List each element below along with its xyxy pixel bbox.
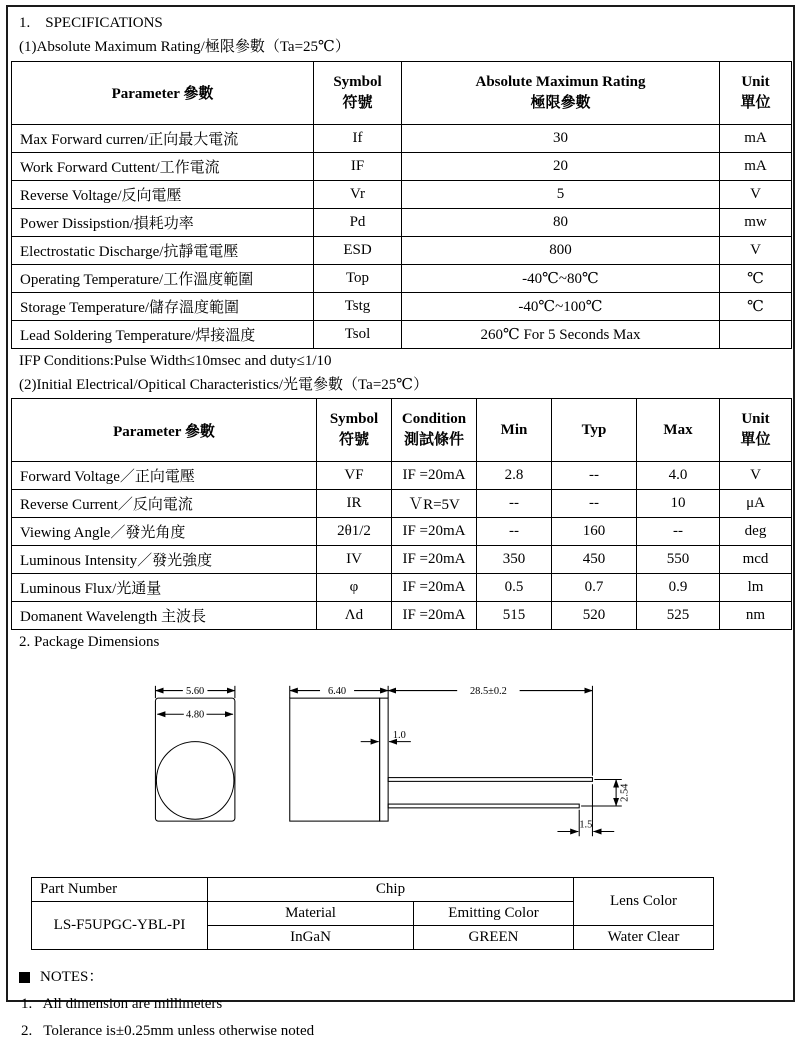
elec-header-max: Max [637, 399, 720, 462]
condition-cell: IF =20mA [392, 574, 477, 602]
table-row [12, 264, 792, 292]
unit-cell: μA [720, 490, 792, 518]
elec-header-symbol-en: Symbol [329, 411, 379, 428]
parameter-cell: Reverse Voltage/反向電壓 [12, 180, 314, 208]
symbol-cell: 2θ1/2 [317, 518, 392, 546]
ifp-conditions-note: IFP Conditions:Pulse Width≤10msec and duty≤1/10 [19, 352, 332, 369]
parameter-cell: Work Forward Cuttent/工作電流 [12, 152, 314, 180]
unit-cell: mA [720, 124, 792, 152]
dimension-lead-pitch: 2.54 [619, 783, 631, 803]
square-bullet-icon [19, 972, 30, 983]
part-number-label-cell: Part Number [32, 878, 208, 902]
led-front-view [155, 686, 234, 821]
note-item: 2. Tolerance is±0.25mm unless otherwise noted [21, 1022, 315, 1039]
parameter-cell: Electrostatic Discharge/抗靜電電壓 [12, 236, 314, 264]
notes-title-text: NOTES： [40, 969, 104, 986]
table-row [12, 320, 792, 348]
table-row [12, 602, 792, 630]
note-item: 1. All dimension are millimeters [21, 996, 223, 1013]
led-cathode-lead [388, 804, 579, 808]
typ-cell: -- [552, 490, 637, 518]
max-cell: 4.0 [637, 462, 720, 490]
abs-header-parameter: Parameter 參數 [12, 61, 314, 124]
typ-cell: 520 [552, 602, 637, 630]
parameter-cell: Luminous Intensity／發光強度 [12, 546, 317, 574]
unit-cell: ℃ [720, 264, 792, 292]
section2-title: 2. Package Dimensions [19, 634, 160, 651]
min-cell: -- [477, 490, 552, 518]
symbol-cell: Tstg [314, 292, 402, 320]
parameter-cell: Operating Temperature/工作溫度範圍 [12, 264, 314, 292]
led-dome-circle [156, 742, 234, 820]
elec-header-condition-zh: 測試條件 [403, 432, 464, 449]
parameter-cell: Storage Temperature/儲存溫度範圍 [12, 292, 314, 320]
elec-header-unit-zh: 單位 [740, 432, 771, 449]
abs-header-symbol-en: Symbol [333, 73, 382, 90]
rating-cell: 800 [402, 236, 720, 264]
elec-header-unit [720, 399, 792, 462]
abs-header-rating [402, 61, 720, 124]
min-cell: 515 [477, 602, 552, 630]
rating-cell: 80 [402, 208, 720, 236]
led-anode-lead [388, 778, 592, 782]
symbol-cell: Pd [314, 208, 402, 236]
typ-cell: 0.7 [552, 574, 637, 602]
rating-cell: -40℃~80℃ [402, 264, 720, 292]
condition-cell: IF =20mA [392, 602, 477, 630]
unit-cell: mcd [720, 546, 792, 574]
emitting-color-cell: GREEN [414, 926, 574, 950]
abs-table-header-row [12, 61, 792, 124]
typ-cell: -- [552, 462, 637, 490]
symbol-cell: IV [317, 546, 392, 574]
symbol-cell: Λd [317, 602, 392, 630]
symbol-cell: ESD [314, 236, 402, 264]
emitting-color-label-cell: Emitting Color [414, 902, 574, 926]
elec-header-condition-en: Condition [401, 411, 467, 428]
unit-cell: lm [720, 574, 792, 602]
abs-header-unit [720, 61, 792, 124]
led-flange [380, 698, 389, 821]
unit-cell: V [720, 180, 792, 208]
min-cell: -- [477, 518, 552, 546]
unit-cell: mA [720, 152, 792, 180]
led-body-outline [290, 698, 380, 821]
rating-cell: -40℃~100℃ [402, 292, 720, 320]
led-package-drawing [143, 683, 673, 858]
typ-cell: 160 [552, 518, 637, 546]
dimension-lead-offset: 1.5 [579, 819, 593, 831]
dimension-body-length: 6.40 [327, 686, 347, 698]
min-cell: 2.8 [477, 462, 552, 490]
elec-header-condition [392, 399, 477, 462]
part-number-cell: LS-F5UPGC-YBL-PI [32, 902, 208, 950]
unit-cell: V [720, 236, 792, 264]
rating-cell: 30 [402, 124, 720, 152]
elec-header-unit-en: Unit [741, 411, 770, 428]
abs-header-symbol-zh: 符號 [342, 94, 373, 111]
elec-header-symbol-zh: 符號 [338, 432, 369, 449]
parameter-cell: Forward Voltage／正向電壓 [12, 462, 317, 490]
condition-cell: IF =20mA [392, 462, 477, 490]
unit-cell: mw [720, 208, 792, 236]
table-row [12, 462, 792, 490]
unit-cell: deg [720, 518, 792, 546]
table-row [12, 124, 792, 152]
unit-cell: ℃ [720, 292, 792, 320]
electrical-characteristics-heading: (2)Initial Electrical/Opitical Characteristics/光電參數（Ta=25℃） [19, 376, 429, 393]
elec-header-parameter: Parameter 參數 [12, 399, 317, 462]
symbol-cell: If [314, 124, 402, 152]
chip-label-cell: Chip [208, 878, 574, 902]
notes-section [11, 960, 790, 1043]
parameter-cell: Viewing Angle／發光角度 [12, 518, 317, 546]
parameter-cell: Reverse Current／反向電流 [12, 490, 317, 518]
dimension-dome-diameter: 4.80 [186, 709, 205, 721]
min-cell: 0.5 [477, 574, 552, 602]
min-cell: 350 [477, 546, 552, 574]
parameter-cell: Luminous Flux/光通量 [12, 574, 317, 602]
parameter-cell: Max Forward curren/正向最大電流 [12, 124, 314, 152]
condition-cell: IF =20mA [392, 518, 477, 546]
table-row [12, 180, 792, 208]
max-cell: 0.9 [637, 574, 720, 602]
dimension-flange-thickness: 1.0 [392, 730, 406, 742]
absolute-maximum-rating-table [11, 61, 792, 349]
symbol-cell: Top [314, 264, 402, 292]
symbol-cell: φ [317, 574, 392, 602]
rating-cell: 5 [402, 180, 720, 208]
max-cell: 10 [637, 490, 720, 518]
elec-table-header-row [12, 399, 792, 462]
abs-header-unit-zh: 單位 [740, 94, 771, 111]
condition-cell: IF =20mA [392, 546, 477, 574]
symbol-cell: IF [314, 152, 402, 180]
max-cell: 525 [637, 602, 720, 630]
table-row [12, 518, 792, 546]
table-row [12, 292, 792, 320]
symbol-cell: VF [317, 462, 392, 490]
table-row [12, 546, 792, 574]
rating-cell: 260℃ For 5 Seconds Max [402, 320, 720, 348]
material-label-cell: Material [208, 902, 414, 926]
typ-cell: 450 [552, 546, 637, 574]
absolute-rating-heading: (1)Absolute Maximum Rating/極限參數（Ta=25℃） [19, 39, 350, 56]
dimension-front-width: 5.60 [186, 686, 205, 698]
condition-cell: ＶR=5V [392, 490, 477, 518]
lens-color-cell: Water Clear [574, 926, 714, 950]
table-row [32, 878, 714, 902]
lens-color-label-cell: Lens Color [574, 878, 714, 926]
table-row [12, 152, 792, 180]
package-dimensions-drawing [143, 683, 790, 863]
parameter-cell: Domanent Wavelength 主波長 [12, 602, 317, 630]
elec-header-symbol [317, 399, 392, 462]
symbol-cell: Tsol [314, 320, 402, 348]
datasheet-page [6, 5, 795, 1039]
symbol-cell: Vr [314, 180, 402, 208]
dimension-lead-length: 28.5±0.2 [469, 686, 507, 698]
abs-header-rating-zh: 極限參數 [530, 94, 591, 111]
material-cell: InGaN [208, 926, 414, 950]
abs-header-unit-en: Unit [741, 73, 770, 90]
notes-title [19, 966, 790, 989]
table-row [12, 574, 792, 602]
parameter-cell: Power Dissipstion/損耗功率 [12, 208, 314, 236]
part-number-table [31, 877, 714, 950]
section1-title: 1. SPECIFICATIONS [19, 15, 163, 31]
elec-header-min: Min [477, 399, 552, 462]
abs-header-rating-en: Absolute Maximun Rating [475, 73, 646, 90]
max-cell: -- [637, 518, 720, 546]
unit-cell: V [720, 462, 792, 490]
rating-cell: 20 [402, 152, 720, 180]
parameter-cell: Lead Soldering Temperature/焊接溫度 [12, 320, 314, 348]
table-row [12, 490, 792, 518]
table-row [12, 236, 792, 264]
table-row [12, 208, 792, 236]
electro-optical-characteristics-table [11, 398, 792, 630]
max-cell: 550 [637, 546, 720, 574]
unit-cell: nm [720, 602, 792, 630]
symbol-cell: IR [317, 490, 392, 518]
unit-cell [720, 320, 792, 348]
abs-header-symbol [314, 61, 402, 124]
elec-header-typ: Typ [552, 399, 637, 462]
led-side-view [290, 686, 622, 836]
